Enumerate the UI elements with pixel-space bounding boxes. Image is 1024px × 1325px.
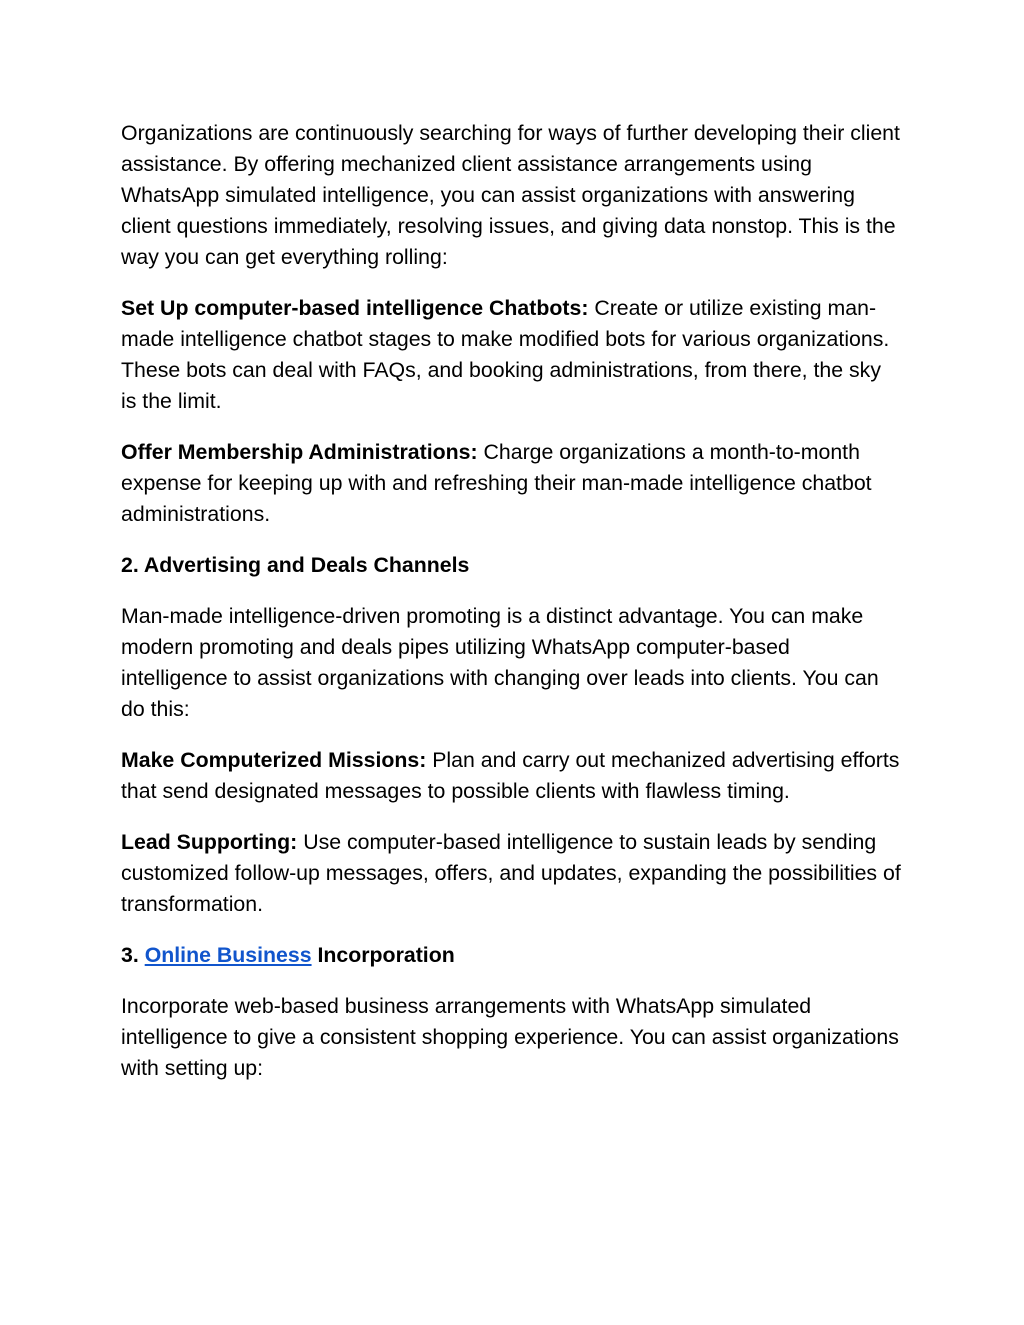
- section2-intro-paragraph: [121, 601, 901, 725]
- section3-intro-text: Incorporate web-based business arrangements with WhatsApp simulated intelligence to give a consistent shopping experience. You can assist organizations with setting up:: [121, 994, 899, 1080]
- section3-number: 3.: [121, 943, 145, 967]
- section3-intro-paragraph: [121, 991, 901, 1084]
- missions-paragraph: [121, 745, 901, 807]
- membership-label: Offer Membership Administrations:: [121, 440, 478, 464]
- intro-text: Organizations are continuously searching for ways of further developing their client assistance. By offering mechanized client assistance arrangements using WhatsApp simulated intelligence, you can assist organizations with answering client questions immediately, resolving issues, and giving data nonstop. This is the way you can get everything rolling:: [121, 121, 900, 269]
- intro-paragraph: [121, 118, 901, 273]
- membership-paragraph: [121, 437, 901, 530]
- online-business-link[interactable]: Online Business: [144, 943, 312, 967]
- chatbots-label: Set Up computer-based intelligence Chatbots:: [121, 296, 589, 320]
- membership-text: Charge organizations a month-to-month expense for keeping up with and refreshing their man-made intelligence chatbot administrations.: [121, 440, 872, 526]
- section2-intro-text: Man-made intelligence-driven promoting is a distinct advantage. You can make modern promoting and deals pipes utilizing WhatsApp computer-based intelligence to assist organizations with changing over leads into clients. You can do this:: [121, 604, 879, 721]
- chatbots-text: Create or utilize existing man-made intelligence chatbot stages to make modified bots for various organizations. These bots can deal with FAQs, and booking administrations, from there, the sky is the limit.: [121, 296, 890, 413]
- lead-paragraph: [121, 827, 901, 920]
- lead-text: Use computer-based intelligence to sustain leads by sending customized follow-up messages, offers, and updates, expanding the possibilities of transformation.: [121, 830, 901, 916]
- document-body: [121, 118, 901, 1104]
- section2-heading-text: 2. Advertising and Deals Channels: [121, 553, 470, 577]
- section3-heading-rest: Incorporation: [311, 943, 455, 967]
- missions-label: Make Computerized Missions:: [121, 748, 427, 772]
- section2-heading: [121, 550, 901, 581]
- chatbots-paragraph: [121, 293, 901, 417]
- lead-label: Lead Supporting:: [121, 830, 298, 854]
- section3-heading: [121, 940, 901, 971]
- missions-text: Plan and carry out mechanized advertising efforts that send designated messages to possible clients with flawless timing.: [121, 748, 900, 803]
